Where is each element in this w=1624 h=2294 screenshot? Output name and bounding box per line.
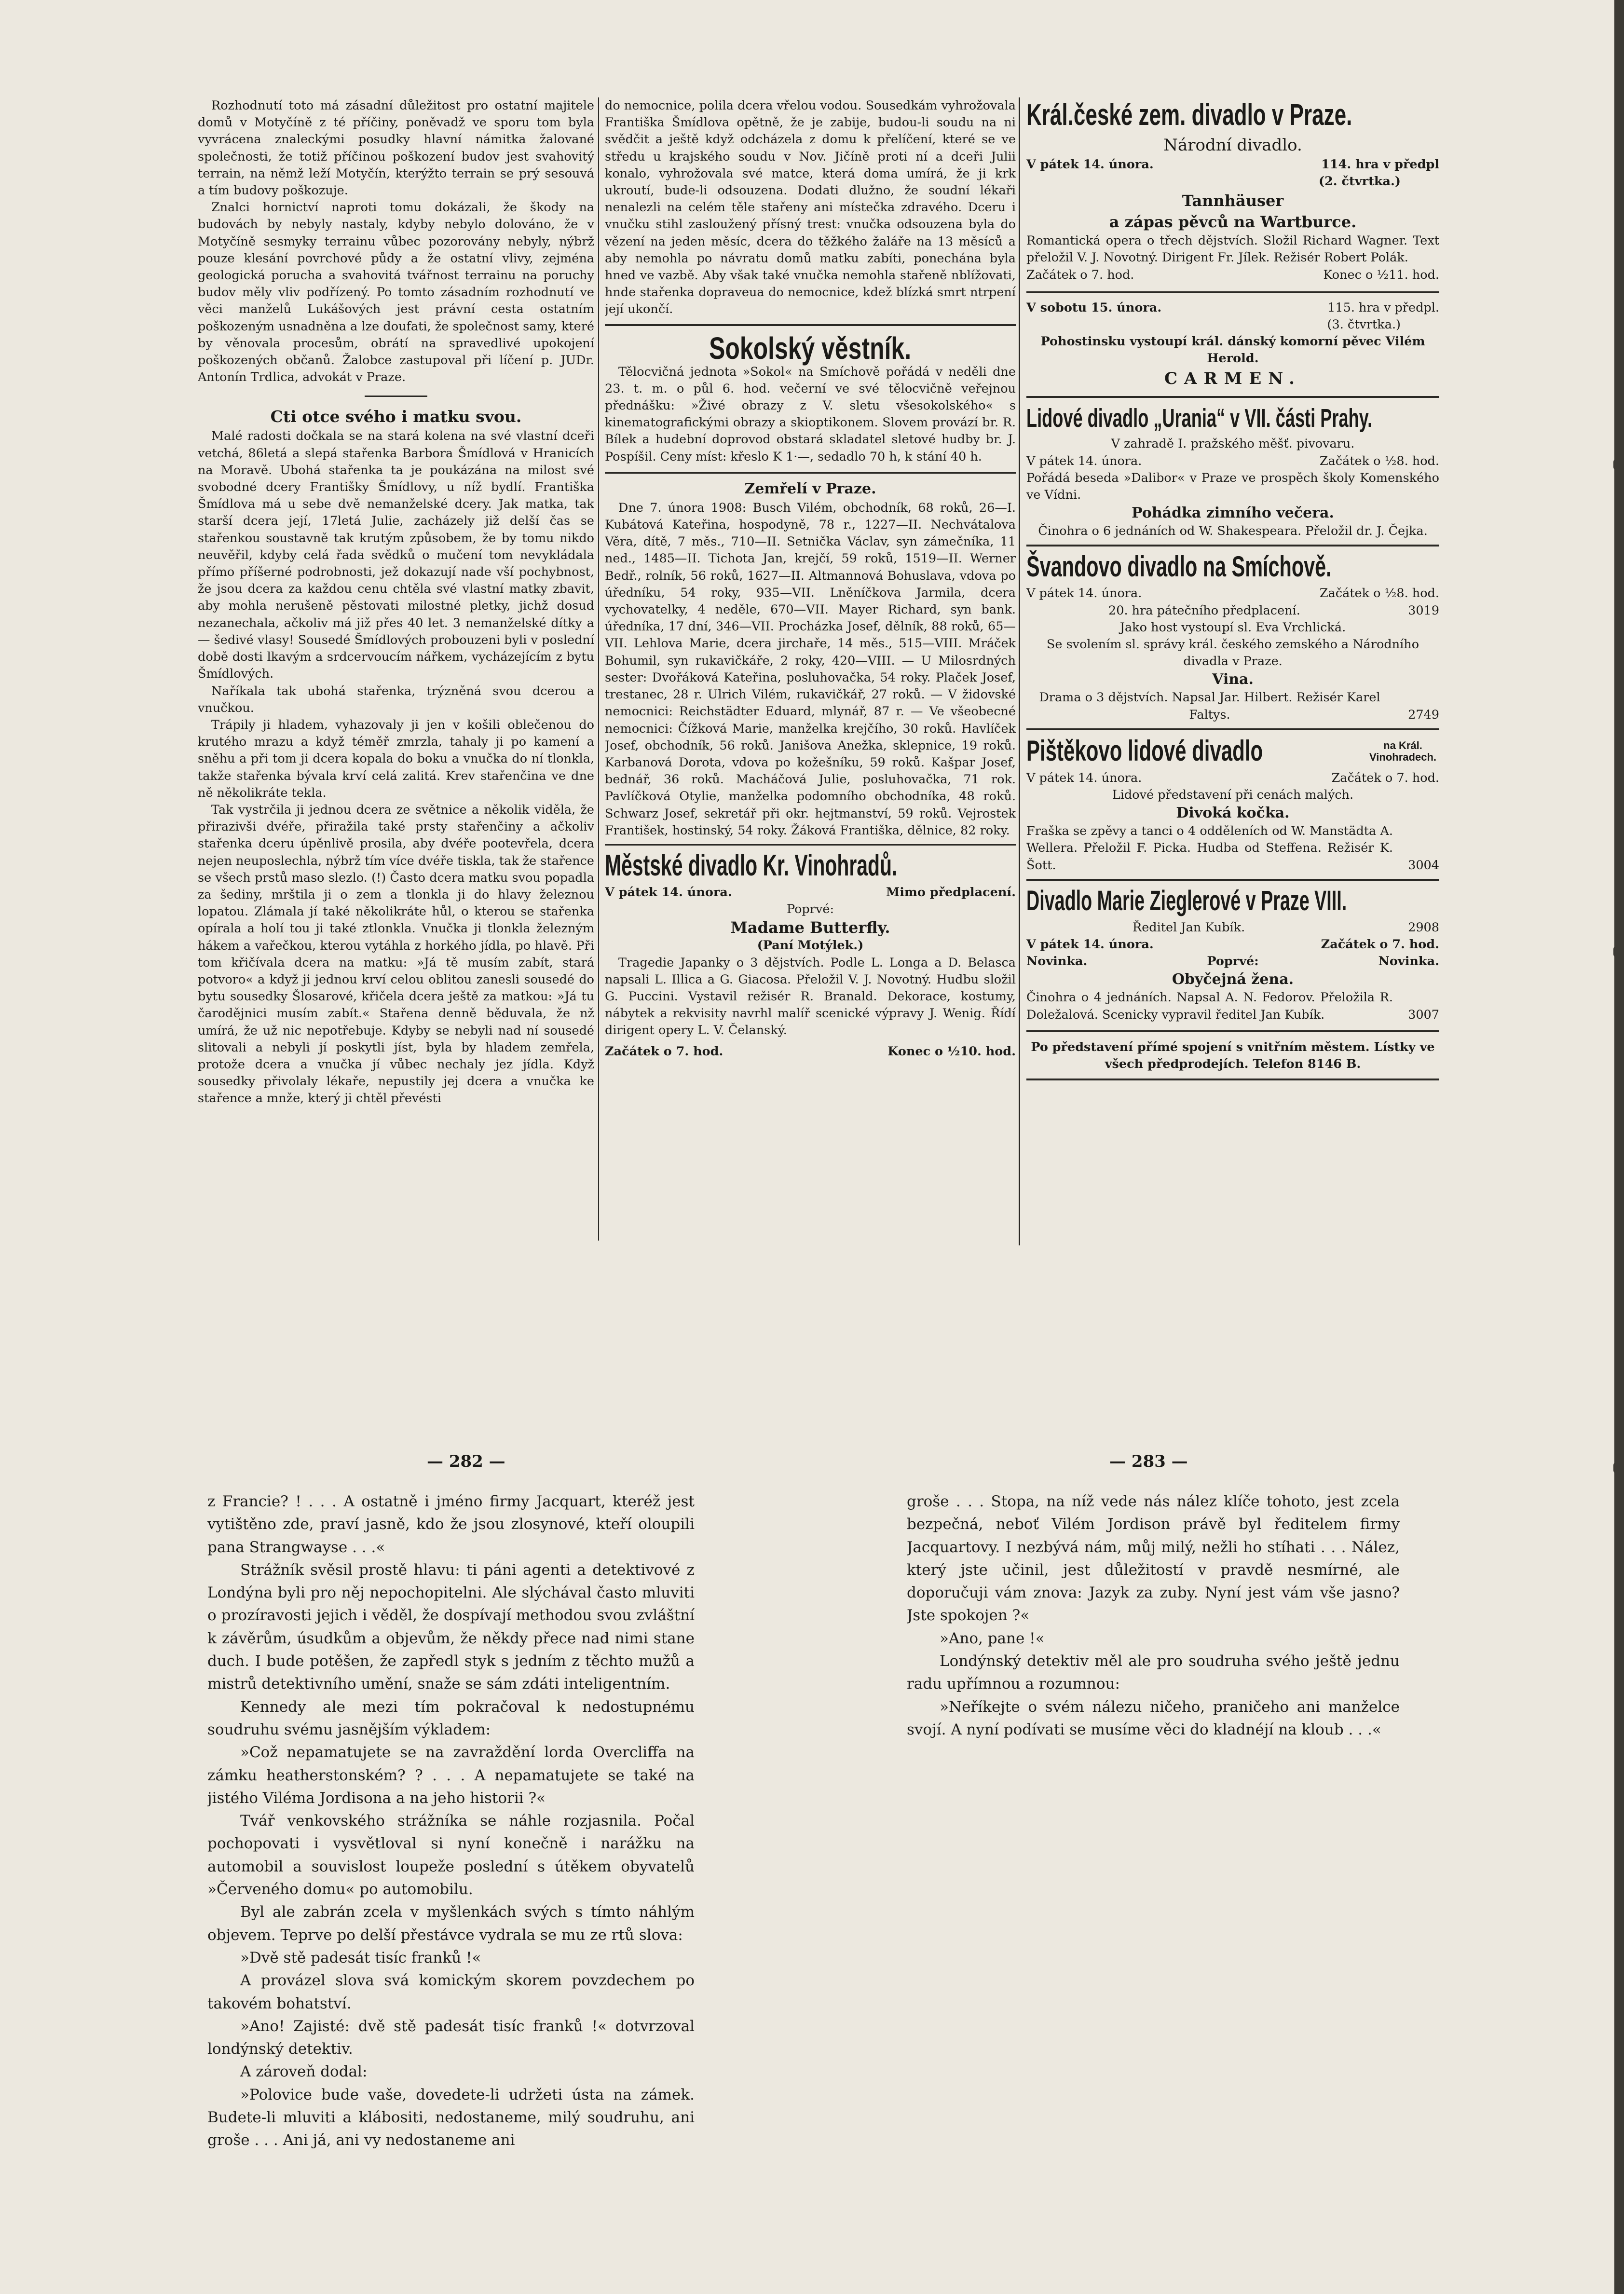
urania-description: Pořádá beseda »Dalibor« v Praze ve prospěch školy Komenského ve Vídni.: [1026, 470, 1439, 503]
nd-heading: Král.české zem. divadlo v Praze.: [1026, 98, 1352, 132]
divider: [365, 396, 427, 397]
nd1-description: Romantická opera o třech dějstvích. Složil Richard Wagner. Text přeložil V. J. Novotný. Dirigent Fr. Jílek. Režisér Robert Polák.: [1026, 233, 1439, 265]
book-paragraph: groše . . . Stopa, na níž vede nás nález klíče tohoto, jest zcela bezpečná, neboť Vilém Jordison právě byl ředitelem firmy Jacquartovy. I nezbývá nám, můj milý, nežli ho stíhati . . . Nález, který jste učinil, jest důležitostí v pravdě nesmírné, ale doporučuji vám znova: Jazyk za zuby. Nyní jest vám vše jasno? Jste spokojen ?«: [907, 1493, 1400, 1625]
scan-edge: [1614, 0, 1624, 2294]
divider: [605, 324, 1016, 326]
divider: [1026, 728, 1439, 730]
sokol-heading: Sokolský věstník.: [709, 330, 912, 366]
divider: [1026, 396, 1439, 398]
vinohrady-date-row: [605, 884, 1016, 901]
svanda-heading: Švandovo divadlo na Smíchově.: [1026, 550, 1332, 583]
pistek-heading: Pištěkovo lidové divadlo: [1026, 734, 1263, 767]
ziegler-code2: 3007: [1408, 1007, 1439, 1022]
book-paragraph: Kennedy ale mezi tím pokračoval k nedostupnému soudruhu svému jasnějším výkladem:: [207, 1698, 695, 1738]
zemreli-heading: Zemřelí v Praze.: [744, 480, 876, 497]
nd2-quarter: (3. čtvrtka.): [1327, 317, 1401, 332]
nd-heading-wrap: [1026, 97, 1439, 134]
listings-footer: Po představení přímé spojení s vnitřním městem. Lístky ve všech předprodejích. Telefon 8146 B.: [1031, 1039, 1435, 1072]
nd1-end: Konec o ½11. hod.: [1323, 267, 1439, 282]
column-1: [198, 97, 594, 1240]
book-page-left: [207, 1490, 695, 2195]
nd2-number: 115. hra v předpl.: [1327, 300, 1439, 315]
column-2: [605, 97, 1016, 1240]
binding-hole: [1613, 945, 1621, 958]
pistek-code: 3004: [1408, 858, 1439, 873]
article-paragraph: Tak vystrčila ji jednou dcera ze světnice a několik viděla, že přirazivši dvéře, přiražila také prsty stařenčiny a ačkoliv stařenka dceru úpěnlivě prosila, aby dvéře pootevřela, dcera nejen neuposlechla, nýbrž tím více dvéře tiskla, tak že stařence se všech prstů maso slezlo. (!) Často dcera matku svou popadla za šediny, mrštila ji o zem a tlonkla ji do hlavy železnou lopatou. Zlámala jí také několikráte hůl, o kterou se stařenka opírala a holí tou ji také ztlonkla. Vnučka ji tlonkla železným hákem a vařečkou, kterou vytáhla z horkého jídla, po hlavě. Při tom křičívala dcera na matku: »Já tě musím zabít, stará potvoro« a když ji jednou krví celou oblitou zanesli sousedé do bytu sousedky Šlosarové, křičela dcera ještě za matkou: »Já tu čarodějnici musím zabít.« Stařena denně běduvala, že nž umírá, že už nic nepotřebuje. Kdyby se nebyli nad ní sousedé slitovali a nebyli jí poskytli jíst, byla by hladem zemřela, protože dcera a vnučka jí vůbec nechaly jez jídla. Když sousedky přivolaly lékaře, nepustily jej dcera a vnučka ke stařence a mnže, který ji chtěl převésti: [198, 802, 594, 1106]
svanda-start: Začátek o ½8. hod.: [1319, 586, 1439, 601]
nd1-quarter: (2. čtvrtka.): [1318, 174, 1401, 189]
pistek-heading-suffix: [1369, 740, 1436, 763]
svanda-heading-wrap: [1026, 549, 1439, 585]
article-paragraph: Rozhodnutí toto má zásadní důležitost pro ostatní majitele domů v Motyčíně z té příčiny, poněvadž ve sporu tom byla vyvrácena znaleckými posudky hlavní námitka žalované společnosti, že totiž příčinou poškození budov jest svahovitý terrain, na němž leží Motyčín, kterýžto terrain se prý sesouvá a tím budovy poškozuje.: [198, 98, 594, 198]
vinohrady-end: Konec o ½10. hod.: [887, 1044, 1016, 1059]
binding-hole: [1613, 1461, 1621, 1474]
svanda-date: V pátek 14. února.: [1026, 586, 1142, 601]
article-heading: Cti otce svého i matku svou.: [270, 407, 522, 426]
pistek-suffix-line2: Vinohradech.: [1369, 751, 1436, 763]
ziegler-director: Ředitel Jan Kubík.: [1133, 920, 1245, 935]
nd1-times: [1026, 267, 1439, 284]
ziegler-heading-wrap: [1026, 884, 1439, 919]
svanda-guest: Jako host vystoupí sl. Eva Vrchlická.: [1119, 620, 1346, 635]
book-paragraph: »Ano! Zajisté: dvě stě padesát tisíc franků !« dotvrzoval londýnský detektiv.: [207, 2017, 695, 2058]
nd2-play: CARMEN.: [1164, 369, 1301, 389]
ziegler-date: V pátek 14. února.: [1026, 937, 1154, 952]
pistek-heading-wrap: [1026, 733, 1439, 770]
vinohrady-date: V pátek 14. února.: [605, 885, 732, 900]
book-paragraph: Strážník svěsil prostě hlavu: ti páni agenti a detektivové z Londýna byli pro něj nepochopitelni. Ale slýchával často mluviti o prozíravosti jejich i věděl, že dospívají methodou svou zvláštní k závěrům, úsudkům a objevům, že někdy přece nad nimi stane duch. I bude potěšen, že zapředl styk s jedním z těchto mužů a mistrů detektivního umění, snaže se sám zdáti inteligentním.: [207, 1561, 695, 1693]
urania-heading: Lidové divadlo „Urania“ v VII. části Prahy.: [1026, 404, 1373, 433]
urania-place: V zahradě I. pražského měšť. pivovaru.: [1111, 437, 1355, 451]
book-paragraph: Londýnský detektiv měl ale pro soudruha svého ještě jednu radu upřímnou a rozumnou:: [907, 1652, 1400, 1693]
ziegler-desc-row: [1026, 989, 1439, 1023]
divider: [605, 472, 1016, 474]
urania-play: Pohádka zimního večera.: [1132, 505, 1334, 522]
vinohrady-start: Začátek o 7. hod.: [605, 1044, 723, 1059]
column-divider: [598, 97, 599, 1241]
page-number-left: — 282 —: [427, 1452, 505, 1471]
urania-play-description: Činohra o 6 jednáních od W. Shakespeara. Přeložil dr. J. Čejka.: [1038, 524, 1428, 539]
urania-heading-wrap: [1026, 402, 1439, 436]
book-page-right: [907, 1490, 1400, 1828]
zemreli-paragraph: Dne 7. února 1908: Busch Vilém, obchodník, 68 roků, 26—I. Kubátová Kateřina, hospodyně, 78 r., 1227—II. Nechvátalova Věra, dítě, 7 měs., 710—II. Setnička Václav, syn zámečníka, 11 ned., 1485—II. Tichota Jan, krejčí, 59 roků, 1519—II. Werner Bedř., rolník, 56 roků, 1627—II. Altmannová Bohuslava, vdova po úředníku, 54 roky, 935—VII. Lněníčkova Jarmila, dcera vychovatelky, 4 neděle, 670—VII. Mayer Richard, syn bank. úředníka, 17 dní, 346—VII. Procházka Josef, dělník, 88 roků, 65—VII. Lehlova Marie, dcera jirchaře, 14 měs., 515—VIII. Mráček Bohumil, syn rukavičkáře, 2 roky, 420—VIII. — U Milosrdných sester: Dvořáková Kateřina, posluhovačka, 54 roky. Plaček Josef, trestanec, 28 r. Ulrich Vilém, rukavičkář, 27 roků. — V židovské nemocnici: Reichstädter Eduard, mlynář, 87 r. — Ve všeobecné nemocnici: Čížková Marie, manželka krejčího, 30 roků. Havlíček Josef, obchodník, 56 roků. Janišova Anežka, sklepnice, 19 roků. Karbanová Dorota, vdova po kožešníku, 59 roků. Kašpar Josef, bednář, 36 roků. Macháčová Julie, posluhovačka, 71 rok. Pavlíčková Otylie, manželka podomního obchodníka, 48 roků. Schwarz Josef, sekretář při okr. hejtmanství, 59 roků. Vejrostek František, hostinský, 54 roky. Žáková Františka, dělnice, 82 roky.: [605, 500, 1016, 838]
pistek-suffix-line1: na Král.: [1383, 739, 1422, 751]
urania-date-row: [1026, 453, 1439, 470]
book-paragraph: Byl ale zabrán zcela v myšlenkách svých s tímto náhlým objevem. Teprve po delší přestávce vydrala se mu ze rtů slova:: [207, 1903, 695, 1944]
svanda-code: 3019: [1408, 603, 1439, 618]
nd1-number: 114. hra v předpl: [1321, 157, 1439, 172]
article-paragraph: do nemocnice, polila dcera vřelou vodou. Sousedkám vyhrožovala Františka Šmídlova opětně, že je zabije, budou-li soudu na ni svědčit a ještě když odcházela z domu k přelíčení, které se ve středu u krajského soudu v Nov. Jičíně proti ní a dceři Julii konalo, vyhrožovala své matce, která doma umírá, že ji krk ukroutí, bude-li odsouzena. Dodati dlužno, že soudní lékaři nenalezli na celém těle stařeny ani místečka zdravého. Dceru i vnučku stihl zasloužený přísný trest: vnučka odsouzena byla do vězení na jeden měsíc, dcera do těžkého žaláře na 13 měsíců a aby nemohla po návratu domů matku zabíti, ponechána byla hned ve vazbě. Aby však také vnučka nemohla stařeně nblížovati, hnde stařenka dopraveua do nemocnice, kdež blízká smrt ntrpení její ukončí.: [605, 98, 1016, 317]
book-paragraph: »Což nepamatujete se na zavraždění lorda Overcliffa na zámku heatherstonském? ? . . . A nepamatujete se také na jistého Viléma Jordisona a na jeho historii ?«: [207, 1744, 695, 1807]
book-paragraph: »Dvě stě padesát tisíc franků !«: [240, 1949, 481, 1966]
svanda-permission: Se svolením sl. správy král. českého zemského a Národního divadla v Praze.: [1046, 637, 1419, 669]
ziegler-start: Začátek o 7. hod.: [1321, 937, 1439, 952]
urania-date: V pátek 14. února.: [1026, 453, 1142, 468]
pistek-description: Fraška se zpěvy a tanci o 4 odděleních od W. Manstädta A. Wellera. Přeložil F. Picka. Hudba od Steffena. Režisér K. Šott.: [1026, 824, 1393, 873]
book-paragraph: »Ano, pane !«: [940, 1629, 1045, 1647]
book-paragraph: »Neříkejte o svém nálezu ničeho, praničeho ani manželce svojí. A nyní podívati se musíme věci do kladnéjí na kloub . . .«: [907, 1698, 1400, 1738]
vinohrady-times: [605, 1043, 1016, 1060]
ziegler-premiere: Poprvé:: [1207, 954, 1259, 969]
vinohrady-heading: Městské divadlo Kr. Vinohradů.: [605, 848, 898, 882]
ziegler-play: Obyčejná žena.: [1172, 971, 1294, 988]
svanda-desc-row: [1026, 689, 1439, 723]
ziegler-novelty: Novinka.: [1026, 954, 1088, 969]
divider: [1026, 879, 1439, 881]
svanda-description: Drama o 3 dějstvích. Napsal Jar. Hilbert. Režisér Karel Faltys.: [1039, 690, 1380, 722]
article-paragraph: Naříkala tak ubohá stařenka, trýzněná svou dcerou a vnučkou.: [198, 683, 594, 715]
ziegler-code: 2908: [1408, 920, 1439, 935]
book-paragraph: Tvář venkovského strážníka se náhle rozjasnila. Počal pochopovati i vysvětloval si nyní konečně i narážku na automobil a souvislost loupeže poslední s útěkem obyvatelů »Červeného domu« po automobilu.: [207, 1812, 695, 1898]
book-paragraph: z Francie? ! . . . A ostatně i jméno firmy Jacquart, kteréž jest vytištěno zde, praví jasně, kdo že jsou zlosynové, kteří oloupili pana Strangwayse . . .«: [207, 1493, 695, 1556]
divider: [605, 844, 1016, 846]
urania-start: Začátek o ½8. hod.: [1319, 453, 1439, 468]
divider: [1026, 1079, 1439, 1080]
vinohrady-description: Tragedie Japanky o 3 dějstvích. Podle L. Longa a D. Belasca napsali L. Illica a G. Giacosa. Přeložil V. J. Novotný. Hudbu složil G. Puccini. Vystavil režisér R. Branald. Dekorace, kostumy, nábytek a rekvisity navrhl malíř scenické výpravy J. Wenig. Řídí dirigent opery L. V. Čelanský.: [605, 955, 1016, 1038]
ziegler-novelty2: Novinka.: [1378, 954, 1439, 969]
nd2-date-row: [1026, 300, 1439, 316]
pistek-desc-row: [1026, 823, 1439, 874]
pistek-date-row: [1026, 770, 1439, 787]
book-paragraph: A provázel slova svá komickým skorem povzdechem po takovém bohatství.: [207, 1972, 695, 2012]
pistek-start: Začátek o 7. hod.: [1331, 770, 1439, 785]
svanda-play: Vina.: [1212, 671, 1254, 688]
binding-hole: [1613, 458, 1621, 471]
column-divider: [1019, 97, 1020, 1245]
column-3: [1026, 97, 1439, 1241]
vinohrady-premiere: Poprvé:: [786, 902, 834, 917]
ziegler-heading: Divadlo Marie Zieglerové v Praze VIII.: [1026, 885, 1347, 916]
article-paragraph: Malé radosti dočkala se na stará kolena na své vlastní dceři vetchá, 86letá a slepá stařenka Barbora Šmídlová v Hranicích na Moravě. Ubohá stařenka ta je poukázána na milost své svobodné dcery Františky Šmídlovy, u níž bydlí. Františka Šmídlova má u sebe dvě nemanželské dcery. Jak matka, tak starší dcera její, 17letá Julie, zacházely již delší čas se stařenkou soustavně tak krutým způsobem, že by tomu nikdo neuvěřil, kdyby celá řada svědků o mučení tom nevykládala přímo příšerné podrobnosti, jež dokazují nade vší pochybnost, že jsou dcera za každou cenu chtěla své vlastní matky zbavit, aby mohla nerušeně pěstovati milostné pletky, jichž dosud nezanechala, ačkoliv má již přes 40 let. 3 nemanželské dítky a — šedivé vlasy! Sousedé Šmídlových probouzeni byli v poslední době dosti lkavým a srdcervoucím nářkem, vycházejícím z bytu Šmídlových.: [198, 429, 594, 682]
page-number-right: — 283 —: [1109, 1452, 1188, 1471]
article-paragraph: Znalci hornictví naproti tomu dokázali, že škody na budovách by nebyly nastaly, kdyby nebylo dolováno, že v Motyčíně sesmyky terrainu vůbec pozorovány nebyly, nýbrž pouze klesání povrchové půdy a že ostatní vlivy, zejména geologická porucha a svahovitá tvářnost terrainu na poruchy budov měly vliv podřízený. Po tomto zásadním rozhodnutí ve věci manželů Lukášových jest právní cesta ostatním poškozeným usnadněna a lze doufati, že společnost samy, které by věnovala procesům, obrátí na spravedlivé upokojení poškozených občanů. Žalobce zastupoval při líčení p. JUDr. Antonín Trdlica, advokát v Praze.: [198, 200, 594, 385]
ziegler-date-row: [1026, 936, 1439, 953]
svanda-sub-row: [1026, 602, 1439, 619]
vinohrady-subtitle: (Paní Motýlek.): [757, 938, 864, 953]
nd2-date: V sobotu 15. února.: [1026, 300, 1162, 315]
ziegler-novelty-row: [1026, 953, 1439, 970]
nd1-date: V pátek 14. února.: [1026, 157, 1154, 172]
nd1-play-subtitle: a zápas pěvců na Wartburce.: [1109, 213, 1357, 232]
vinohrady-subscription: Mimo předplacení.: [886, 885, 1016, 900]
divider: [1026, 291, 1439, 293]
pistek-date: V pátek 14. února.: [1026, 770, 1142, 785]
nd1-start: Začátek o 7. hod.: [1026, 267, 1134, 282]
sokol-heading-wrap: [605, 331, 1016, 364]
book-paragraph: A zároveň dodal:: [240, 2063, 368, 2081]
ziegler-description: Činohra o 4 jednáních. Napsal A. N. Fedorov. Přeložila R. Doležalová. Scenicky vypravil ředitel Jan Kubík.: [1026, 990, 1393, 1022]
nd1-date-row: [1026, 156, 1439, 173]
divider: [1026, 545, 1439, 546]
svanda-code2: 2749: [1408, 707, 1439, 722]
divider: [1026, 1030, 1439, 1032]
ziegler-director-row: [1026, 919, 1439, 936]
nd1-play: Tannhäuser: [1182, 191, 1284, 210]
svanda-date-row: [1026, 585, 1439, 602]
pistek-info: Lidové představení při cenách malých.: [1112, 788, 1354, 803]
nd2-description: Pohostinsku vystoupí král. dánský komorní pěvec Vilém Herold.: [1040, 334, 1425, 366]
svanda-subscription: 20. hra pátečního předplacení.: [1108, 603, 1300, 618]
vinohrady-play: Madame Butterfly.: [730, 918, 890, 937]
nd-subheading: Národní divadlo.: [1163, 136, 1302, 155]
vinohrady-heading-wrap: [605, 848, 1016, 884]
article-paragraph: Trápily ji hladem, vyhazovaly ji jen v košili oblečenou do krutého mrazu a když téměř zmrzla, tahaly ji po kamení a sněhu a při tom ji dcera kopala do boku a vnučka do ní tlonkla, takže stařenka bývala krví celá zalitá. Krev stařenčina ve dne ně několikráte tekla.: [198, 717, 594, 800]
book-paragraph: »Polovice bude vaše, dovedete-li udržeti ústa na zámek. Budete-li mluviti a klábositi, nedostaneme, milý soudruhu, ani groše . . . Ani já, ani vy nedostaneme ani: [207, 2086, 695, 2149]
pistek-play: Divoká kočka.: [1176, 805, 1290, 822]
sokol-paragraph: Tělocvičná jednota »Sokol« na Smíchově pořádá v neděli dne 23. t. m. o půl 6. hod. večerní ve své tělocvičně veřejnou přednášku: »Živé obrazy z V. sletu všesokolského« s kinematografickými obrazy a skioptikonem. Slovem provází br. R. Bílek a hudební doprovod obstará skladatel sletové hudby br. J. Pospíšil. Ceny míst: křeslo K 1·—, sedadlo 70 h, k stání 40 h.: [605, 364, 1016, 464]
